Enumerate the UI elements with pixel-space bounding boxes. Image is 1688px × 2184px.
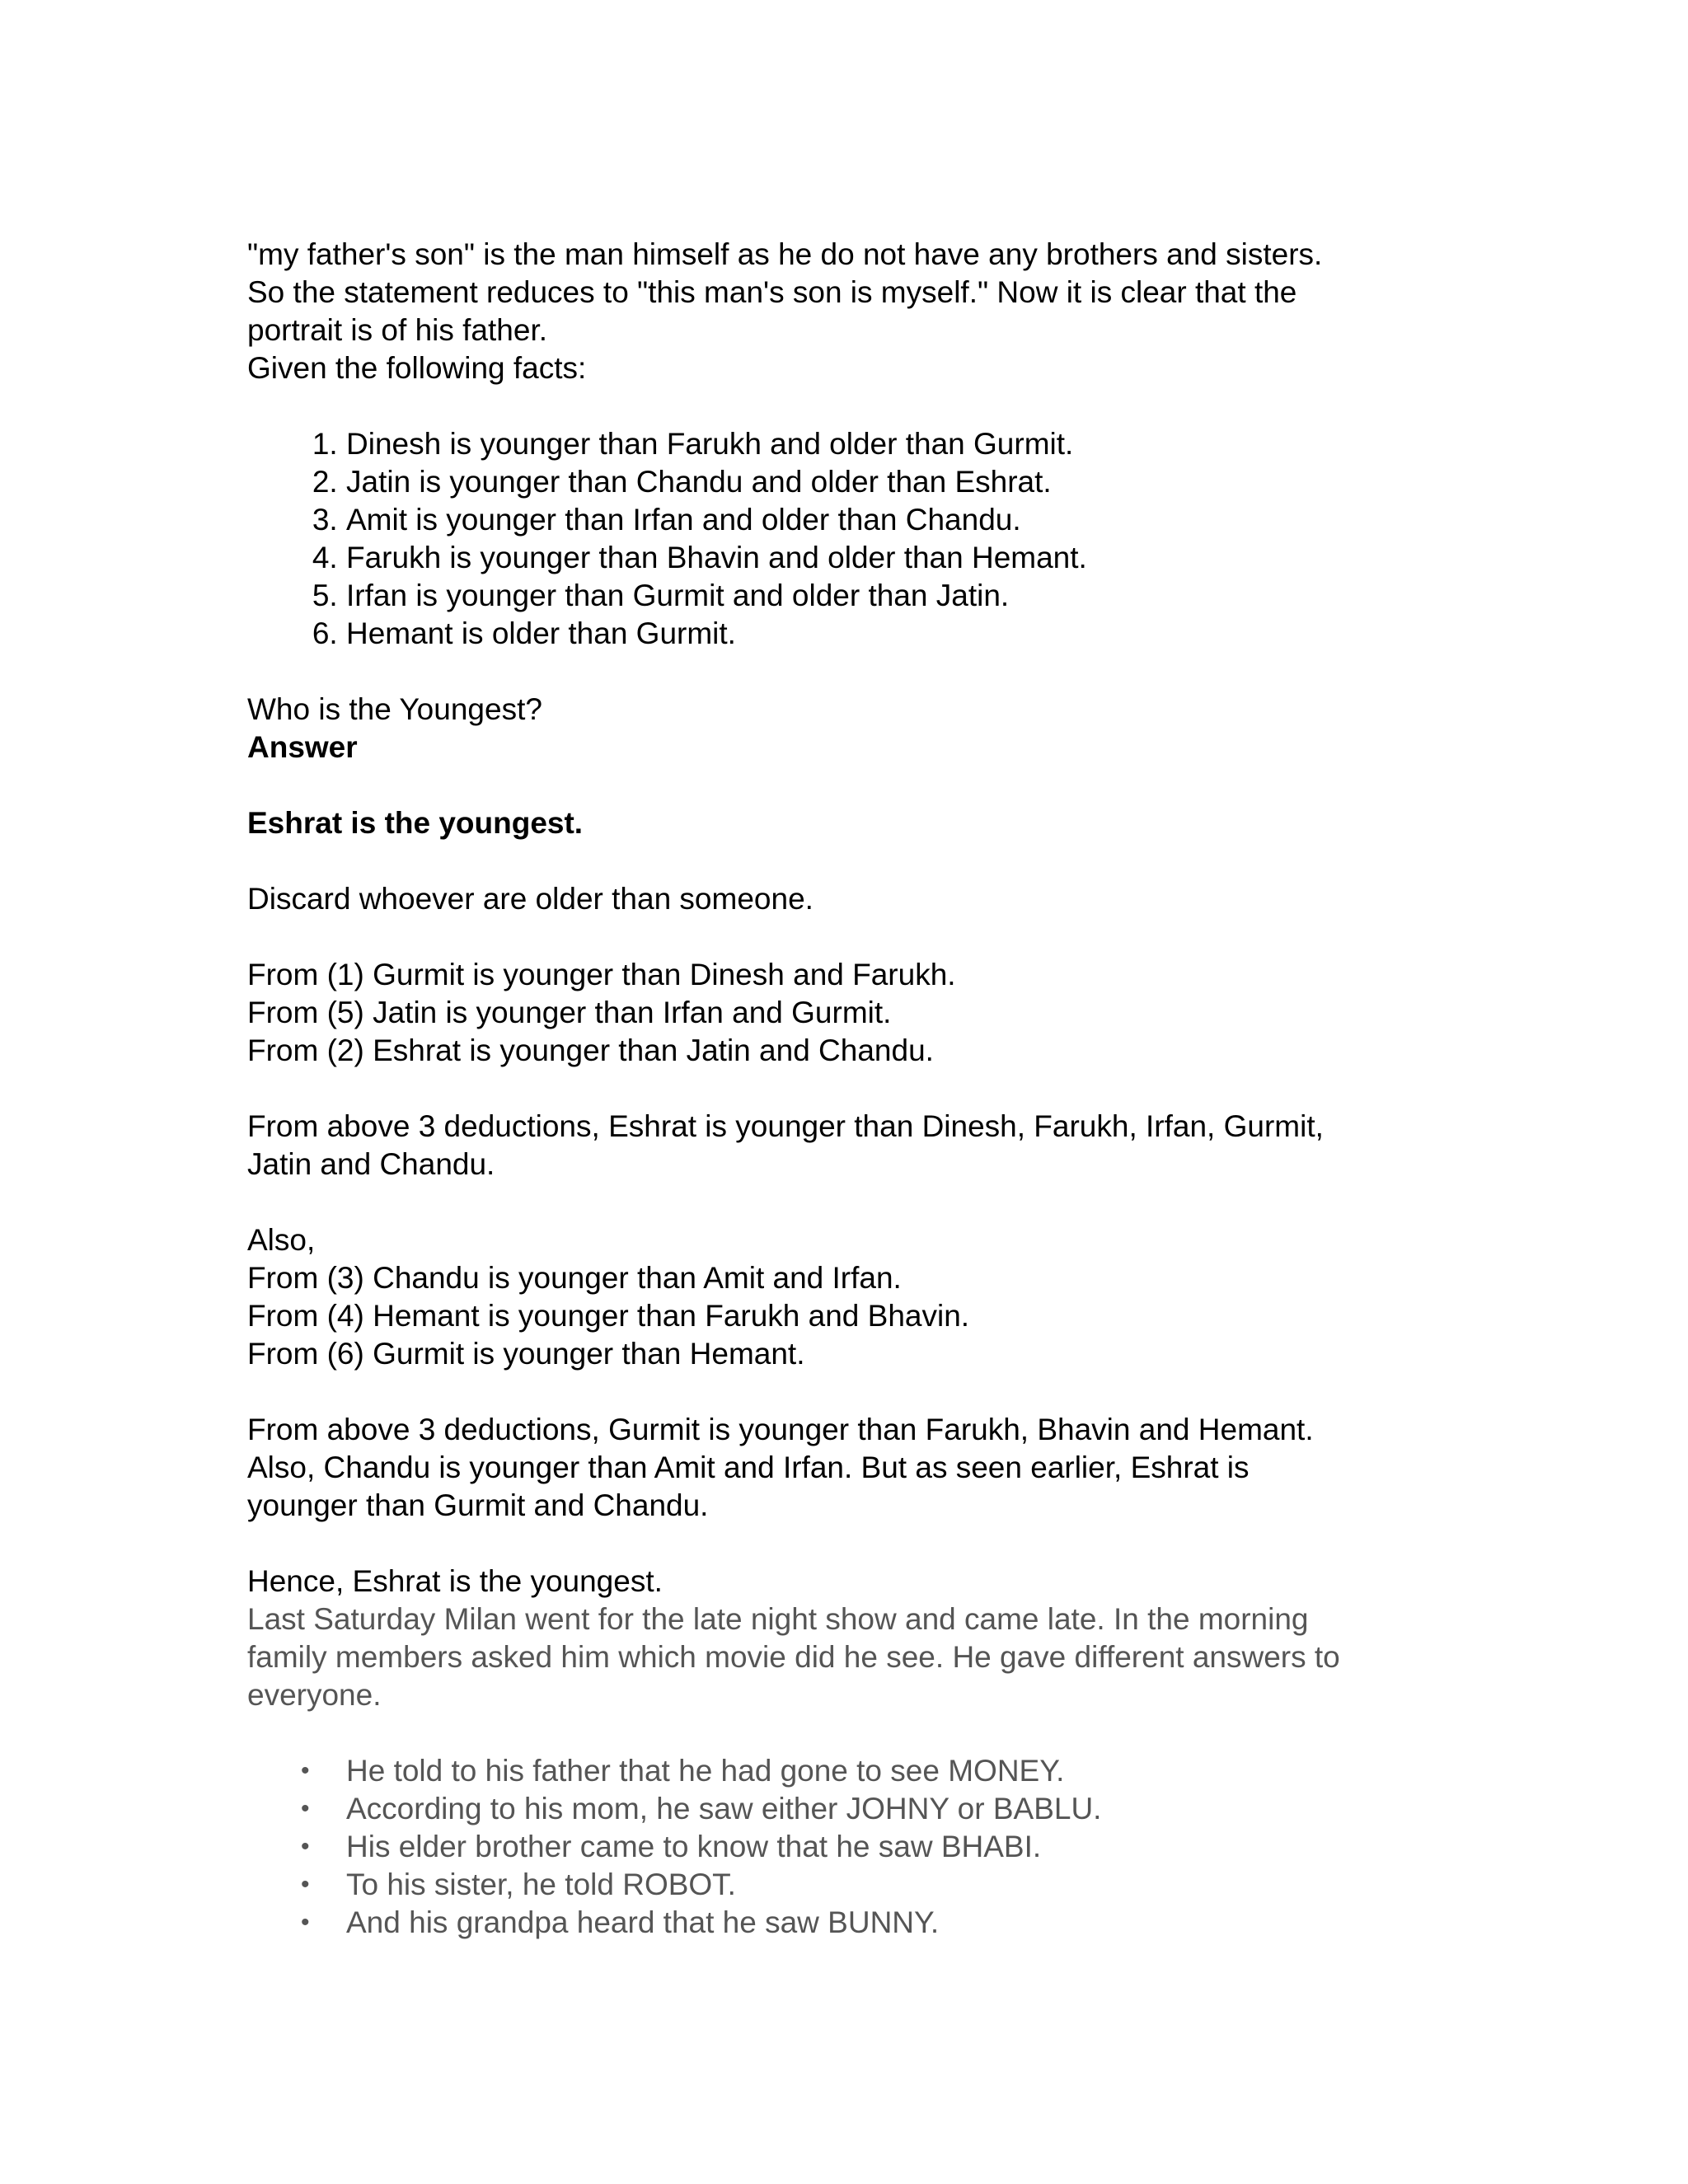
bullet-icon: • bbox=[301, 1833, 310, 1860]
text-line: Last Saturday Milan went for the late night show and came late. In the morning bbox=[247, 1602, 1309, 1636]
bullet-icon: • bbox=[301, 1795, 310, 1822]
fact-item: 4. Farukh is younger than Bhavin and older than Hemant. bbox=[346, 539, 1451, 577]
summary-line: From above 3 deductions, Eshrat is younger than Dinesh, Farukh, Irfan, Gurmit, bbox=[247, 1109, 1324, 1143]
fact-item: 2. Jatin is younger than Chandu and older than Eshrat. bbox=[346, 463, 1451, 501]
spacer bbox=[247, 918, 1451, 956]
movie-clues-list bbox=[247, 1752, 1451, 1942]
deduction-line: From (4) Hemant is younger than Farukh and Bhavin. bbox=[247, 1299, 970, 1333]
spacer bbox=[247, 1070, 1451, 1108]
facts-list bbox=[247, 425, 1451, 653]
discard-text: Discard whoever are older than someone. bbox=[247, 882, 814, 916]
clue-item bbox=[301, 1790, 1451, 1828]
fact-item: 5. Irfan is younger than Gurmit and older than Jatin. bbox=[346, 577, 1451, 615]
deductions-second bbox=[247, 1259, 1451, 1373]
summary-second bbox=[247, 1411, 1451, 1525]
summary-line: Jatin and Chandu. bbox=[247, 1147, 495, 1181]
deduction-line: From (1) Gurmit is younger than Dinesh and Farukh. bbox=[247, 958, 956, 991]
summary-line: From above 3 deductions, Gurmit is younger than Farukh, Bhavin and Hemant. bbox=[247, 1413, 1314, 1446]
spacer bbox=[247, 1373, 1451, 1411]
summary-line: Also, Chandu is younger than Amit and Irfan. But as seen earlier, Eshrat is bbox=[247, 1451, 1250, 1484]
clue-text: His elder brother came to know that he saw BHABI. bbox=[346, 1830, 1042, 1863]
deduction-line: From (5) Jatin is younger than Irfan and Gurmit. bbox=[247, 996, 892, 1029]
spacer bbox=[247, 1183, 1451, 1221]
text-line: portrait is of his father. bbox=[247, 313, 548, 347]
text-line: family members asked him which movie did he see. He gave different answers to bbox=[247, 1640, 1340, 1674]
also-text: Also, bbox=[247, 1223, 316, 1257]
spacer bbox=[247, 1525, 1451, 1563]
spacer bbox=[247, 766, 1451, 804]
clue-item bbox=[301, 1752, 1451, 1790]
spacer bbox=[247, 842, 1451, 880]
bullet-icon: • bbox=[301, 1757, 310, 1784]
deduction-line: From (3) Chandu is younger than Amit and Irfan. bbox=[247, 1261, 902, 1295]
clue-item bbox=[301, 1866, 1451, 1904]
conclusion-text: Hence, Eshrat is the youngest. bbox=[247, 1564, 663, 1598]
text-line: "my father's son" is the man himself as he do not have any brothers and sisters. bbox=[247, 237, 1323, 271]
text-line: Given the following facts: bbox=[247, 351, 587, 385]
answer-heading: Answer bbox=[247, 730, 358, 764]
bullet-icon: • bbox=[301, 1871, 310, 1898]
clue-text: To his sister, he told ROBOT. bbox=[346, 1868, 736, 1901]
clue-item bbox=[301, 1828, 1451, 1866]
clue-item bbox=[301, 1904, 1451, 1942]
document-page bbox=[247, 236, 1451, 1942]
clue-text: And his grandpa heard that he saw BUNNY. bbox=[346, 1905, 940, 1939]
next-puzzle-paragraph bbox=[247, 1601, 1451, 1714]
summary-line: younger than Gurmit and Chandu. bbox=[247, 1488, 709, 1522]
deduction-line: From (6) Gurmit is younger than Hemant. bbox=[247, 1337, 805, 1371]
deduction-line: From (2) Eshrat is younger than Jatin and Chandu. bbox=[247, 1033, 934, 1067]
bullet-icon: • bbox=[301, 1909, 310, 1936]
fact-item: 6. Hemant is older than Gurmit. bbox=[346, 615, 1451, 653]
text-line: everyone. bbox=[247, 1678, 382, 1712]
clue-text: According to his mom, he saw either JOHNY or BABLU. bbox=[346, 1792, 1102, 1825]
intro-paragraph bbox=[247, 236, 1451, 387]
text-line: So the statement reduces to "this man's son is myself." Now it is clear that the bbox=[247, 275, 1297, 309]
answer-statement: Eshrat is the youngest. bbox=[247, 806, 584, 840]
clue-text: He told to his father that he had gone to see MONEY. bbox=[346, 1754, 1065, 1788]
deductions-first bbox=[247, 956, 1451, 1070]
question-text: Who is the Youngest? bbox=[247, 692, 542, 726]
fact-item: 1. Dinesh is younger than Farukh and older than Gurmit. bbox=[346, 425, 1451, 463]
fact-item: 3. Amit is younger than Irfan and older than Chandu. bbox=[346, 501, 1451, 539]
summary-first bbox=[247, 1108, 1451, 1183]
